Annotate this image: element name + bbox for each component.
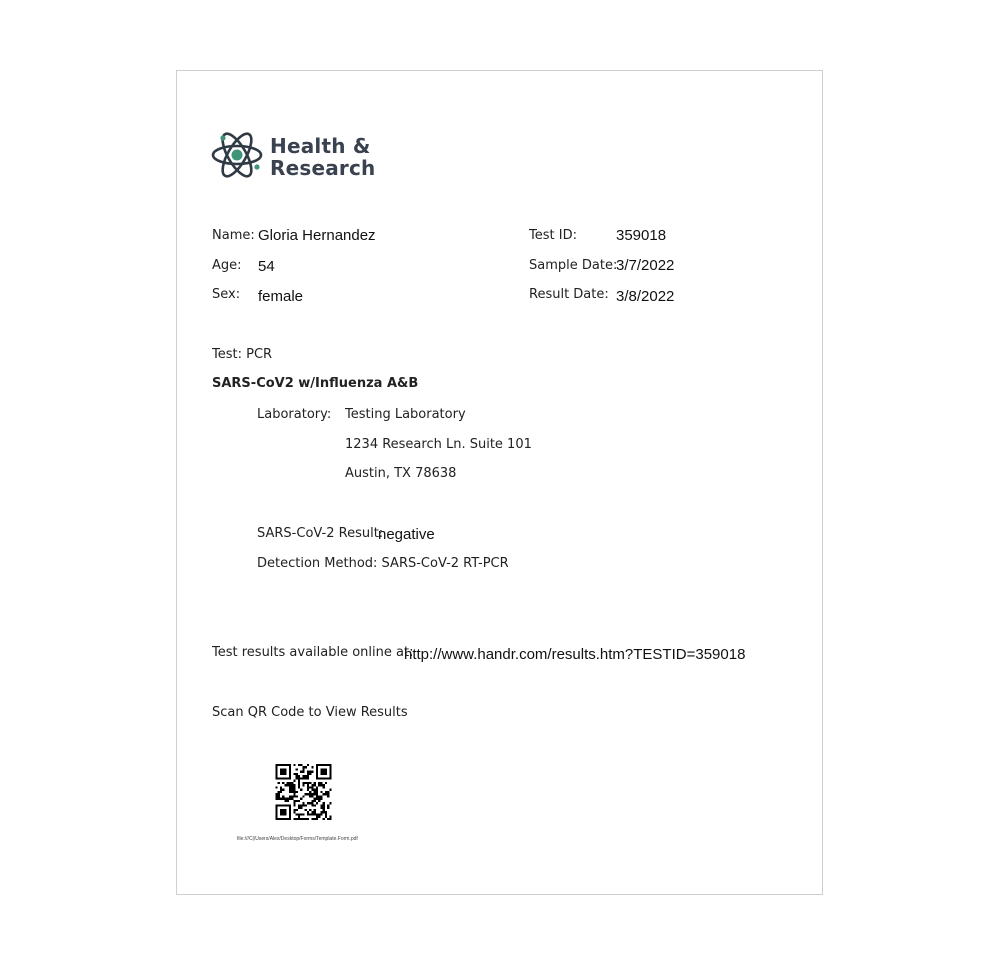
test-id-label: Test ID:: [529, 228, 577, 243]
test-id: 359018: [616, 227, 667, 244]
sample-date-label: Sample Date:: [529, 258, 618, 273]
lab-name: Testing Laboratory: [345, 407, 466, 422]
result-date: 3/8/2022: [616, 288, 675, 305]
brand-line-2: Research: [270, 156, 376, 180]
file-path-footer: file:///C|/Users/Alex/Desktop/Forms/Template.Form.pdf: [237, 836, 358, 842]
document-page: [176, 70, 823, 895]
test-type: Test: PCR: [212, 347, 273, 362]
qr-code[interactable]: [273, 764, 334, 820]
lab-address-line-1: 1234 Research Ln. Suite 101: [345, 437, 532, 452]
age-label: Age:: [212, 258, 242, 273]
qr-caption: Scan QR Code to View Results: [212, 705, 408, 720]
lab-label: Laboratory:: [257, 407, 332, 422]
atom-logo-icon: [211, 127, 263, 183]
result-value: negative: [378, 526, 435, 543]
test-panel: SARS-CoV2 w/Influenza A&B: [212, 376, 419, 391]
brand-line-1: Health &: [270, 134, 371, 158]
result-label: SARS-CoV-2 Result:: [257, 526, 384, 541]
sex-label: Sex:: [212, 287, 241, 302]
brand-name: [270, 135, 376, 179]
name-label: Name:: [212, 228, 255, 243]
online-label: Test results available online at:: [212, 645, 414, 660]
patient-name: Gloria Hernandez: [258, 227, 376, 244]
patient-sex: female: [258, 288, 304, 305]
sample-date: 3/7/2022: [616, 257, 675, 274]
result-date-label: Result Date:: [529, 287, 609, 302]
detection-method: Detection Method: SARS-CoV-2 RT-PCR: [257, 556, 509, 571]
lab-address-line-2: Austin, TX 78638: [345, 466, 457, 481]
patient-age: 54: [258, 258, 275, 275]
results-url-link[interactable]: http://www.handr.com/results.htm?TESTID=359018: [404, 646, 746, 663]
